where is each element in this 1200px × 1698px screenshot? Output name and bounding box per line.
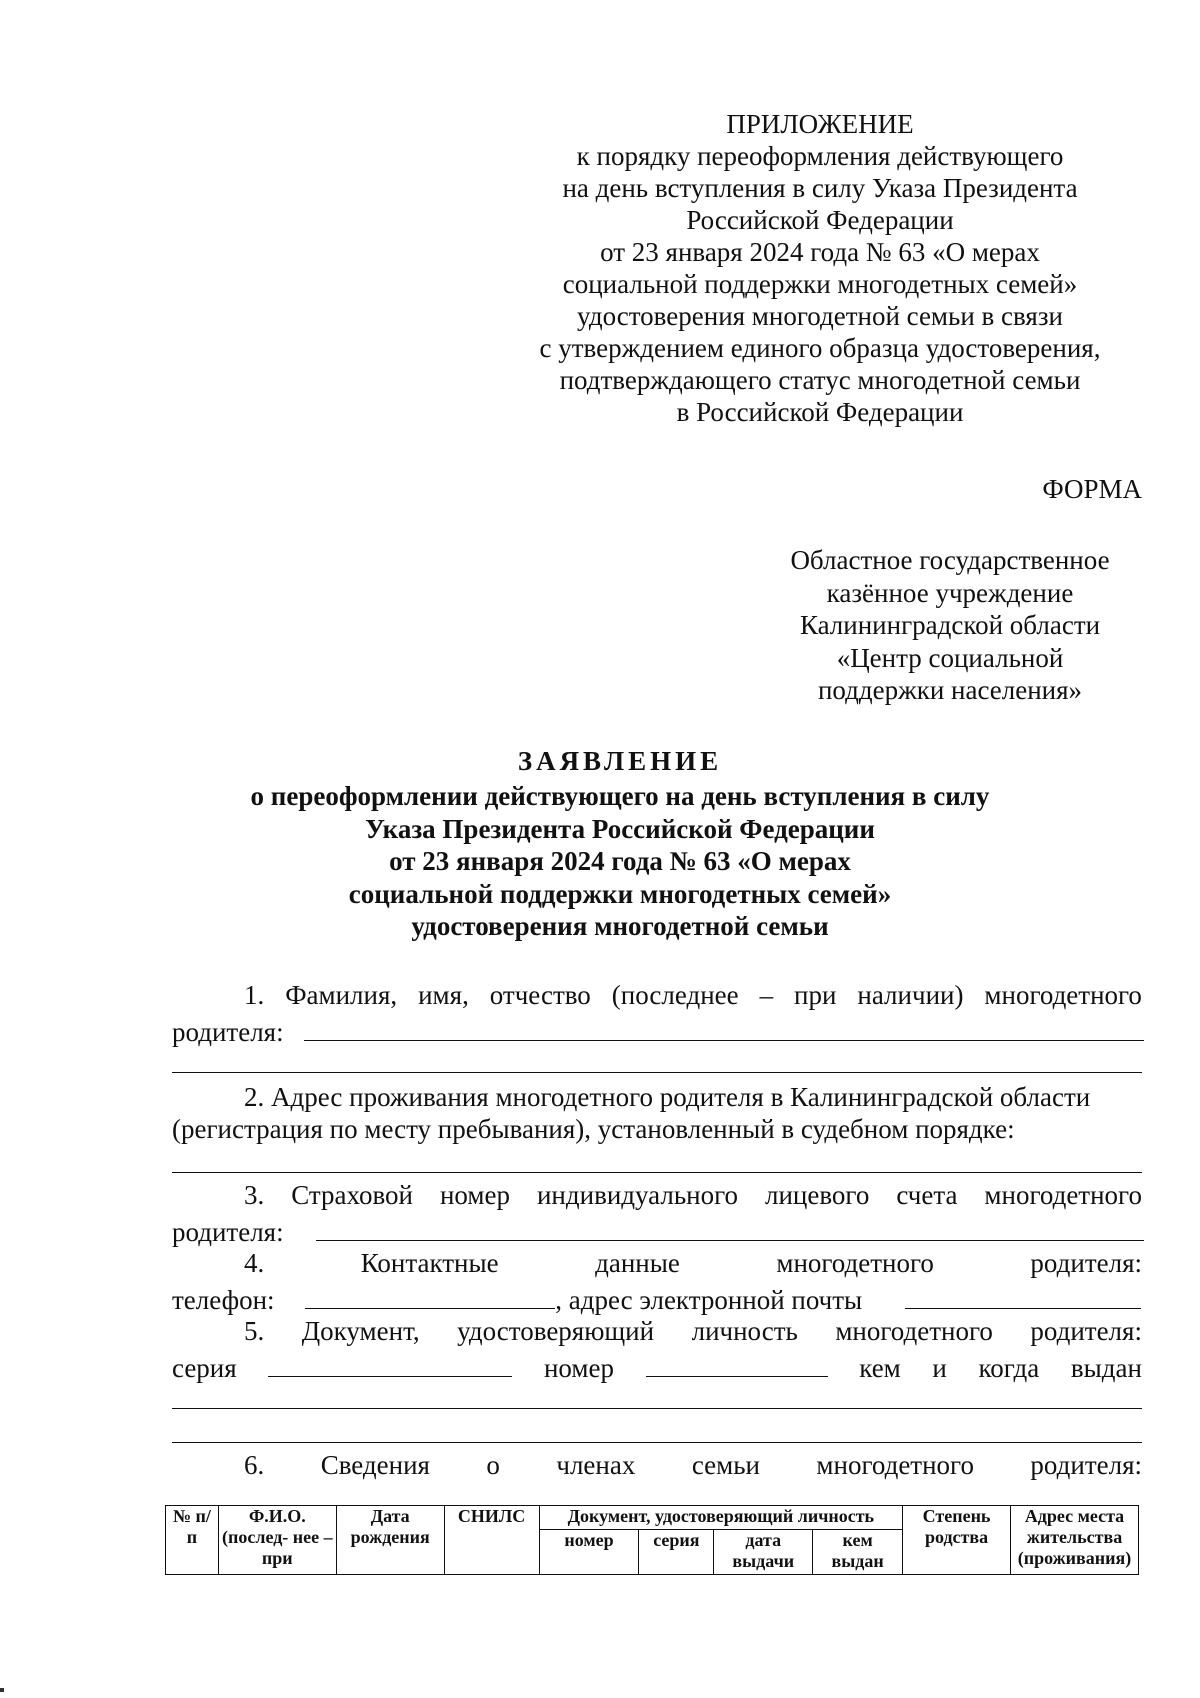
item-5-word: 5.: [244, 1316, 265, 1346]
item-3-word: многодетного: [984, 1180, 1142, 1210]
col-snils: СНИЛС: [444, 1506, 539, 1575]
phone-field[interactable]: [305, 1280, 555, 1309]
item-3-word: счета: [896, 1180, 958, 1210]
item-2-text: 2. Адрес проживания многодетного родителя в Калининградской области: [244, 1082, 1091, 1112]
issued-word: и: [932, 1353, 947, 1383]
subtitle-line: о переоформлении действующего на день вступления в силу: [250, 781, 990, 811]
item-1-word: –: [759, 980, 774, 1010]
item-6-word: семьи: [691, 1450, 760, 1480]
appendix-line: Российской Федерации: [686, 205, 954, 235]
address-field-line[interactable]: [172, 1172, 1142, 1173]
col-address: Адрес места жительства (проживания): [1010, 1506, 1138, 1575]
snils-field[interactable]: [316, 1212, 1144, 1241]
item-3-line: [172, 1180, 1142, 1214]
subtitle-line: от 23 января 2024 года № 63 «О мерах: [389, 846, 851, 876]
item-4-word: родителя:: [1030, 1248, 1142, 1278]
item-6-line: [172, 1450, 1142, 1484]
series-field[interactable]: [268, 1348, 512, 1377]
appendix-line: подтверждающего статус многодетной семьи: [559, 365, 1081, 395]
issuer-field-line-2[interactable]: [172, 1442, 1142, 1443]
item-4-line: [172, 1248, 1142, 1282]
item-1-word: наличии): [857, 980, 964, 1010]
family-members-table: [165, 1505, 1139, 1575]
item-6-word: членах: [556, 1450, 636, 1480]
subtitle-line: удостоверения многодетной семьи: [411, 911, 829, 941]
appendix-line: от 23 января 2024 года № 63 «О мерах: [600, 237, 1040, 267]
item-3-word: лицевого: [765, 1180, 870, 1210]
item-5-word: многодетного: [835, 1316, 993, 1346]
appendix-line: удостоверения многодетной семьи в связи: [577, 301, 1063, 331]
appendix-line: на день вступления в силу Указа Президента: [562, 173, 1078, 203]
item-6-word: многодетного: [816, 1450, 974, 1480]
item-4-word: данные: [595, 1248, 680, 1278]
number-field[interactable]: [646, 1348, 828, 1377]
recipient-line: поддержки населения»: [817, 675, 1083, 705]
col-doc-issuer: кем выдан: [813, 1530, 903, 1575]
recipient-block: [760, 544, 1140, 707]
appendix-header: [520, 108, 1120, 428]
phone-label: телефон:: [172, 1285, 275, 1315]
item-1-word: Фамилия,: [285, 980, 398, 1010]
scan-mark: [0, 1688, 4, 1692]
col-identity-document: Документ, удостоверяющий личность: [539, 1506, 903, 1530]
number-label: номер: [543, 1353, 614, 1383]
appendix-line: социальной поддержки многодетных семей»: [562, 269, 1078, 299]
col-doc-number: номер: [539, 1530, 639, 1575]
col-number: № п/п: [166, 1506, 219, 1575]
col-doc-issue-date: дата выдачи: [714, 1530, 813, 1575]
col-doc-series: серия: [639, 1530, 714, 1575]
item-4-word: Контактные: [360, 1248, 499, 1278]
subtitle-line: социальной поддержки многодетных семей»: [348, 878, 892, 909]
item-1-word: 1.: [244, 980, 265, 1010]
series-label: серия: [172, 1353, 237, 1383]
item-4-word: 4.: [244, 1248, 265, 1278]
item-2-line-1: [172, 1082, 1142, 1116]
item-4-word: многодетного: [776, 1248, 934, 1278]
recipient-line: «Центр социальной: [836, 642, 1064, 673]
item-3-word: Страховой: [291, 1180, 413, 1210]
appendix-line: к порядку переоформления действующего: [576, 141, 1064, 171]
issued-word: выдан: [1070, 1353, 1142, 1383]
item-3-word: индивидуального: [536, 1180, 739, 1210]
item-5-cont: [172, 1348, 1142, 1382]
item-6-word: 6.: [244, 1450, 265, 1480]
recipient-line: казённое учреждение: [826, 577, 1074, 608]
col-birth-date: Дата рождения: [336, 1506, 444, 1575]
subtitle-line: Указа Президента Российской Федерации: [365, 813, 875, 844]
item-1-label: родителя:: [172, 1017, 284, 1047]
item-1-word: многодетного: [984, 980, 1142, 1010]
item-1-word: при: [794, 980, 837, 1010]
issued-word: кем: [859, 1353, 901, 1383]
appendix-line: с утверждением единого образца удостоверения,: [539, 333, 1101, 363]
recipient-line: Областное государственное: [790, 545, 1110, 575]
col-full-name: Ф.И.О. (послед- нее – при: [218, 1506, 336, 1575]
item-3-label: родителя:: [172, 1217, 284, 1247]
issuer-field-line[interactable]: [172, 1408, 1142, 1409]
col-relation: Степень родства: [903, 1506, 1011, 1575]
item-3-cont: [172, 1212, 1142, 1246]
item-5-word: личность: [691, 1316, 798, 1346]
item-1-word: (последнее: [611, 980, 739, 1010]
item-5-word: родителя:: [1030, 1316, 1142, 1346]
item-5-word: удостоверяющий: [457, 1316, 655, 1346]
statement-title: ЗАЯВЛЕНИЕ: [517, 746, 723, 776]
item-1-word: отчество: [489, 980, 591, 1010]
name-field[interactable]: [304, 1012, 1144, 1041]
item-2-line-2: (регистрация по месту пребывания), установленный в судебном порядке:: [172, 1114, 1015, 1144]
item-1-word: имя,: [418, 980, 469, 1010]
item-1-line: [172, 980, 1142, 1014]
item-5-line: [172, 1316, 1142, 1350]
item-6-word: о: [486, 1450, 500, 1480]
appendix-line: в Российской Федерации: [676, 397, 964, 427]
item-3-word: номер: [439, 1180, 510, 1210]
issued-word: когда: [978, 1353, 1040, 1383]
item-1-cont: [172, 1012, 1142, 1046]
name-field-line[interactable]: [172, 1072, 1142, 1073]
recipient-line: Калининградской области: [799, 610, 1101, 640]
item-3-word: 3.: [244, 1180, 265, 1210]
statement-subtitle: [150, 780, 1090, 943]
email-field[interactable]: [905, 1280, 1141, 1309]
appendix-line: ПРИЛОЖЕНИЕ: [726, 109, 914, 139]
form-label: ФОРМА: [1042, 474, 1142, 504]
item-5-word: Документ,: [301, 1316, 420, 1346]
item-6-word: родителя:: [1030, 1450, 1142, 1480]
email-label: , адрес электронной почты: [555, 1285, 863, 1315]
item-6-word: Сведения: [320, 1450, 430, 1480]
item-4-cont: [172, 1280, 1142, 1314]
